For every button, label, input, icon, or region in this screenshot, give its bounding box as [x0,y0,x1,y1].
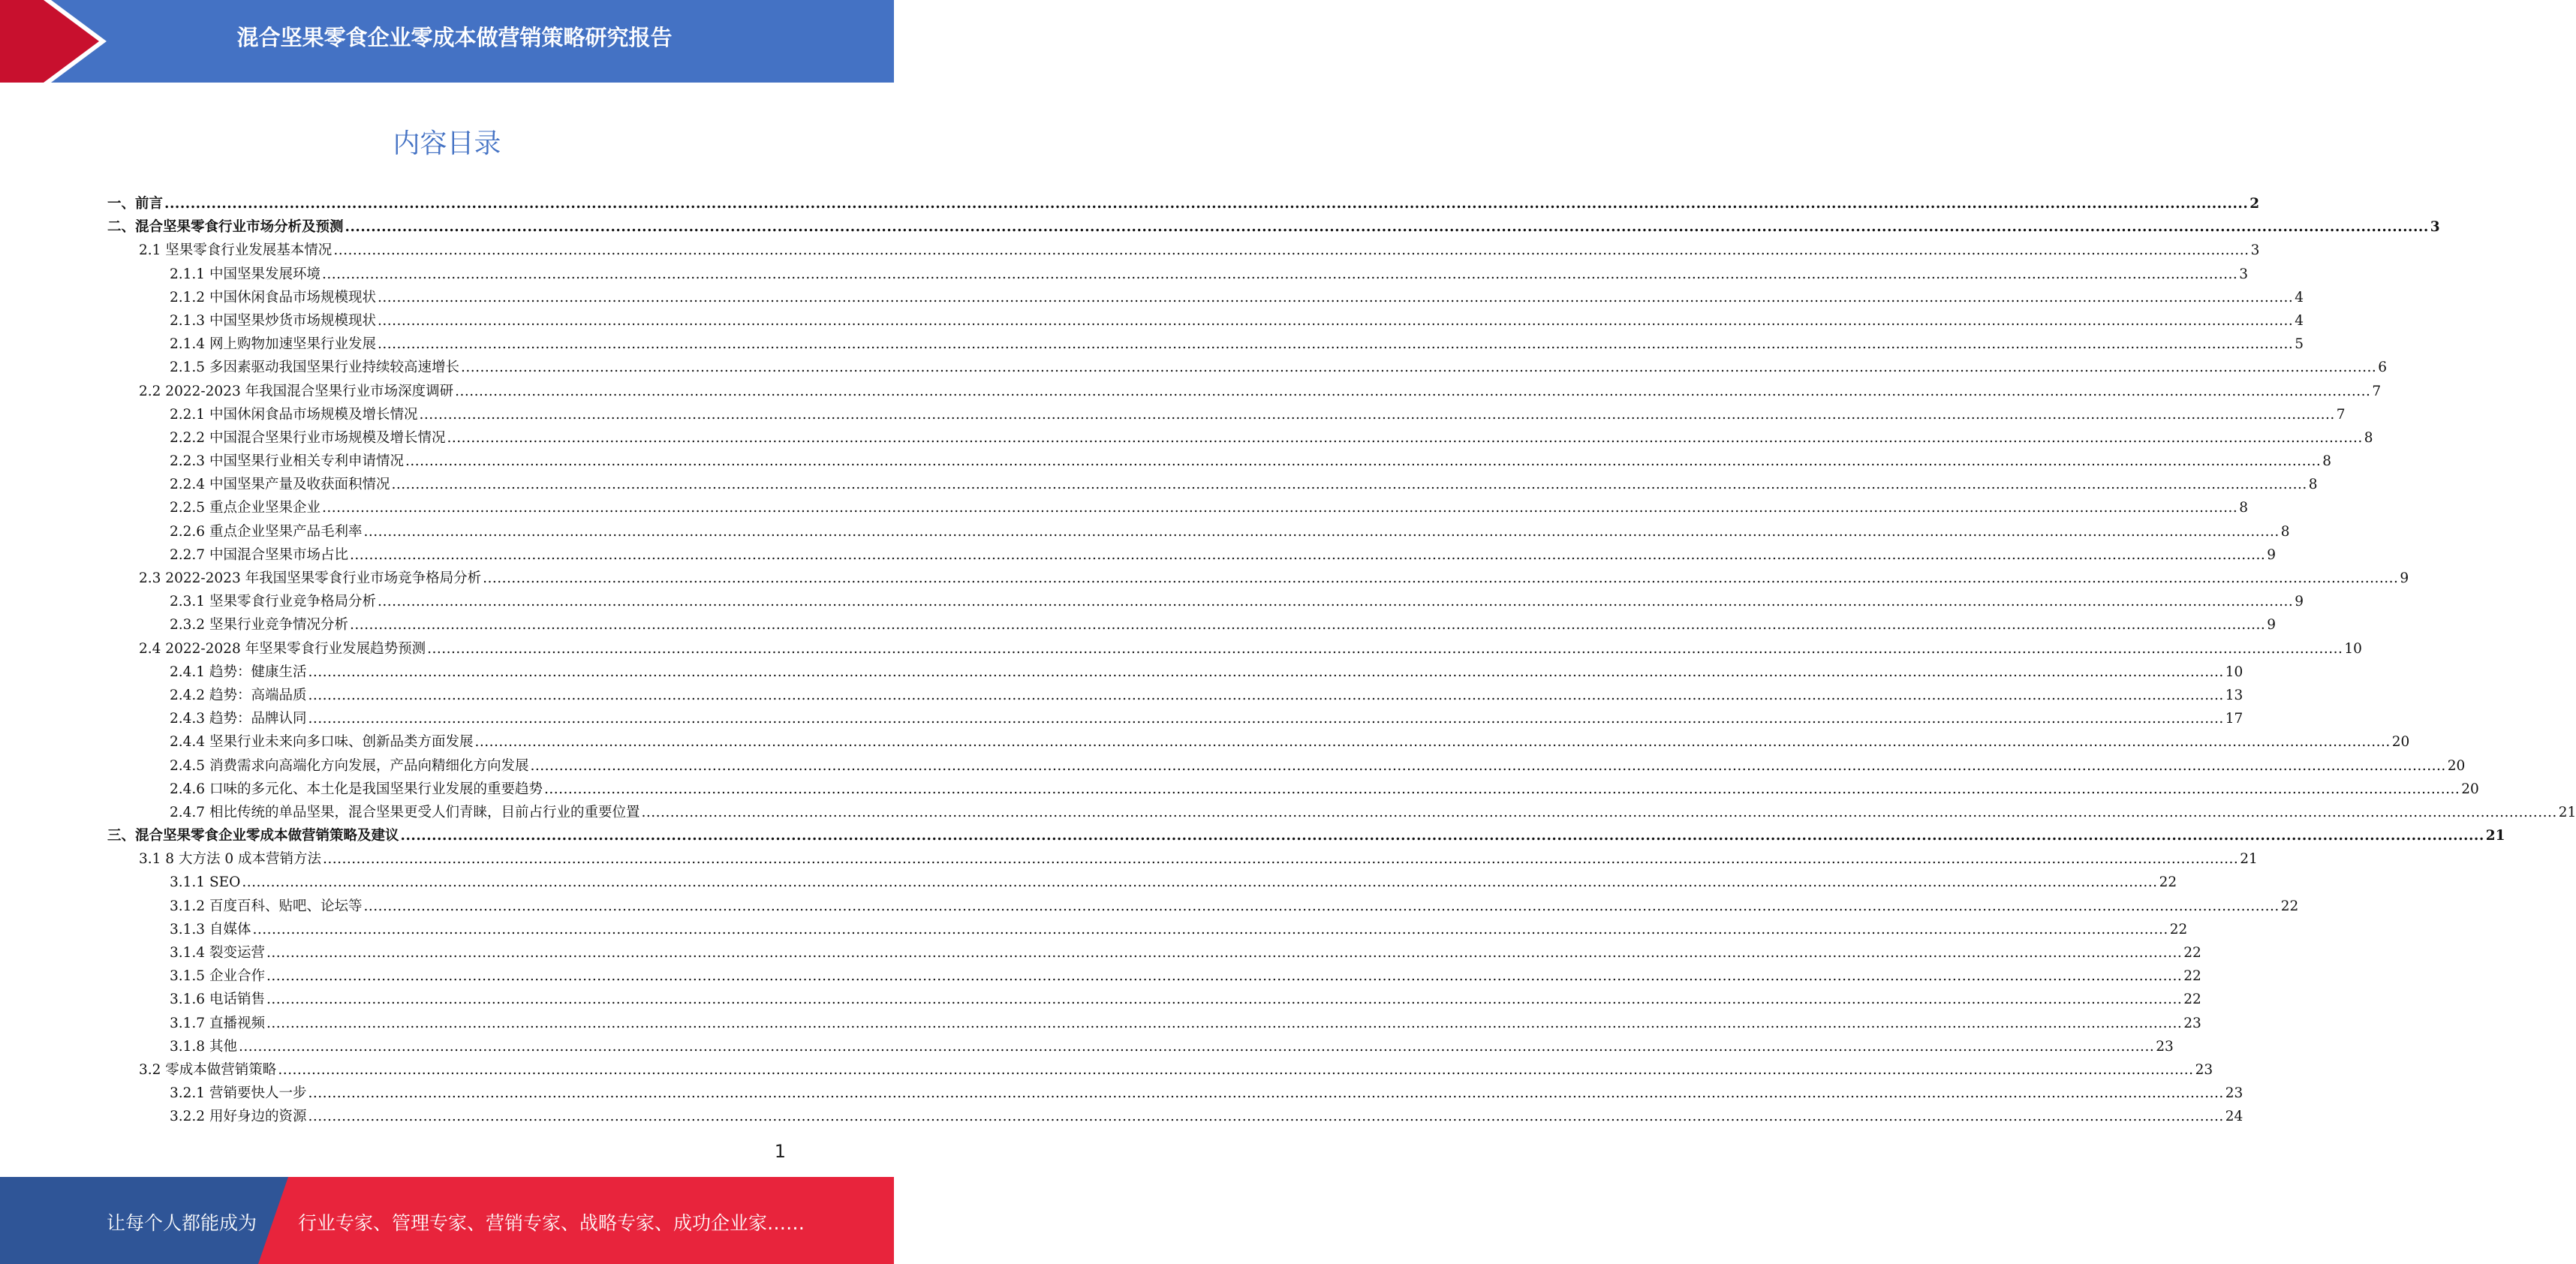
toc-entry[interactable] [107,637,2362,661]
toc-entry-page: 5 [2295,336,2304,353]
toc-entry-label: 3.1 8 大方法 0 成本营销方法 [139,851,321,868]
toc-entry[interactable] [107,309,2304,333]
toc-entry[interactable] [107,661,2243,684]
toc-entry[interactable] [107,567,2409,590]
toc-entry-page: 4 [2295,312,2304,329]
toc-entry-label: 2.4.5 消费需求向高端化方向发展，产品向精细化方向发展 [170,757,529,774]
toc-entry[interactable] [107,613,2276,637]
toc-entry[interactable] [107,1012,2201,1035]
toc-entry-page: 8 [2280,523,2290,540]
toc-entry[interactable] [107,918,2188,941]
toc-entry-label: 三、混合坚果零食企业零成本做营销策略及建议 [107,828,399,844]
toc-entry[interactable] [107,824,2505,847]
toc-entry[interactable] [107,426,2373,450]
toc-entry-page: 9 [2267,617,2276,634]
toc-dot-leader: ................................................................................................................................................................................................................................................................................................................................................................................................................ [308,711,2224,727]
toc-dot-leader: ................................................................................................................................................................................................................................................................................................................................................................................................................ [474,734,2391,751]
toc-entry-page: 10 [2225,664,2243,680]
toc-dot-leader: ................................................................................................................................................................................................................................................................................................................................................................................................................ [345,219,2429,236]
toc-entry-page: 22 [2183,992,2201,1008]
toc-entry[interactable] [107,215,2440,239]
toc-entry[interactable] [107,496,2248,519]
toc-entry-page: 20 [2447,757,2466,774]
toc-entry[interactable] [107,263,2248,286]
toc-entry-page: 3 [2430,219,2440,236]
toc-entry[interactable] [107,543,2276,567]
toc-entry[interactable] [107,965,2201,988]
page-number: 1 [774,1141,786,1162]
toc-entry[interactable] [107,520,2290,543]
toc-entry-page: 23 [2195,1061,2213,1078]
toc-entry-label: 3.1.5 企业合作 [170,968,265,985]
toc-entry[interactable] [107,1058,2213,1082]
toc-entry-label: 2.3 2022-2023 年我国坚果零食行业市场竞争格局分析 [139,570,482,586]
toc-entry-page: 8 [2364,429,2373,446]
toc-entry-page: 21 [2485,828,2505,844]
toc-entry-label: 2.2.5 重点企业坚果企业 [170,500,320,516]
toc-entry-page: 8 [2239,500,2248,516]
toc-entry-page: 4 [2295,289,2304,305]
toc-dot-leader: ................................................................................................................................................................................................................................................................................................................................................................................................................ [321,266,2238,282]
toc-dot-leader: ................................................................................................................................................................................................................................................................................................................................................................................................................ [427,640,2343,657]
toc-entry-label: 3.1.4 裂变运营 [170,945,265,961]
toc-entry-label: 2.3.2 坚果行业竞争情况分析 [170,617,348,634]
toc-entry[interactable] [107,1082,2243,1105]
toc-entry-label: 3.1.3 自媒体 [170,921,251,937]
toc-entry-page: 8 [2322,453,2331,470]
toc-dot-leader: ................................................................................................................................................................................................................................................................................................................................................................................................................ [530,757,2446,774]
footer-slogan-right: 行业专家、管理专家、营销专家、战略专家、成功企业家…… [298,1212,805,1234]
toc-entry[interactable] [107,286,2304,309]
footer-band [0,1177,894,1264]
toc-entry-page: 23 [2156,1038,2174,1055]
toc-entry[interactable] [107,590,2304,613]
toc-entry-label: 2.3.1 坚果零食行业竞争格局分析 [170,594,376,610]
toc-dot-leader: ................................................................................................................................................................................................................................................................................................................................................................................................................ [363,898,2280,914]
toc-dot-leader: ................................................................................................................................................................................................................................................................................................................................................................................................................ [321,500,2238,516]
toc-entry-label: 3.2.1 营销要快人一步 [170,1085,307,1102]
toc-entry[interactable] [107,1105,2243,1128]
toc-entry[interactable] [107,871,2177,894]
toc-entry-page: 21 [2240,851,2258,868]
toc-entry-page: 22 [2183,968,2201,985]
toc-dot-leader: ................................................................................................................................................................................................................................................................................................................................................................................................................ [333,242,2249,259]
toc-entry-page: 22 [2183,945,2201,961]
toc-entry[interactable] [107,380,2382,403]
toc-dot-leader: ................................................................................................................................................................................................................................................................................................................................................................................................................ [266,945,2183,961]
toc-entry[interactable] [107,730,2410,754]
toc-entry-label: 2.1.1 中国坚果发展环境 [170,266,320,282]
toc-entry-page: 22 [2159,874,2177,891]
toc-entry-label: 2.4.3 趋势：品牌认同 [170,711,307,727]
toc-entry-page: 7 [2336,406,2346,423]
toc-entry[interactable] [107,847,2258,871]
toc-dot-leader: ................................................................................................................................................................................................................................................................................................................................................................................................................ [377,312,2294,329]
toc-entry[interactable] [107,895,2299,918]
toc-entry-page: 3 [2239,266,2248,282]
toc-entry-label: 2.1.4 网上购物加速坚果行业发展 [170,336,376,353]
toc-entry-label: 2.2.1 中国休闲食品市场规模及增长情况 [170,406,418,423]
toc-dot-leader: ................................................................................................................................................................................................................................................................................................................................................................................................................ [266,1015,2183,1031]
toc-entry[interactable] [107,333,2304,356]
toc-entry-page: 10 [2344,640,2362,657]
toc-entry-label: 3.2 零成本做营销策略 [139,1061,277,1078]
toc-entry-label: 一、前言 [107,196,164,212]
toc-entry-page: 21 [2558,804,2576,820]
toc-entry-label: 2.4.7 相比传统的单品坚果，混合坚果更受人们青睐，目前占行业的重要位置 [170,804,640,820]
toc-entry-label: 2.1.3 中国坚果炒货市场规模现状 [170,312,376,329]
toc-dot-leader: ................................................................................................................................................................................................................................................................................................................................................................................................................ [400,828,2484,844]
toc-entry-label: 2.4.4 坚果行业未来向多口味、创新品类方面发展 [170,734,474,751]
toc-entry-page: 9 [2295,594,2304,610]
toc-dot-leader: ................................................................................................................................................................................................................................................................................................................................................................................................................ [238,1038,2155,1055]
toc-dot-leader: ................................................................................................................................................................................................................................................................................................................................................................................................................ [252,921,2168,937]
toc-entry-page: 24 [2225,1109,2243,1125]
toc-entry[interactable] [107,473,2318,496]
toc-dot-leader: ................................................................................................................................................................................................................................................................................................................................................................................................................ [543,781,2460,797]
toc-dot-leader: ................................................................................................................................................................................................................................................................................................................................................................................................................ [391,477,2307,493]
toc-dot-leader: ................................................................................................................................................................................................................................................................................................................................................................................................................ [164,196,2249,212]
toc-entry[interactable] [107,988,2201,1011]
toc-dot-leader: ................................................................................................................................................................................................................................................................................................................................................................................................................ [308,1109,2224,1125]
toc-entry-page: 23 [2183,1015,2201,1031]
toc-dot-leader: ................................................................................................................................................................................................................................................................................................................................................................................................................ [349,546,2266,563]
toc-dot-leader: ................................................................................................................................................................................................................................................................................................................................................................................................................ [455,383,2371,399]
toc-entry-page: 17 [2225,711,2243,727]
toc-entry-label: 2.2.2 中国混合坚果行业市场规模及增长情况 [170,429,446,446]
toc-entry[interactable] [107,1035,2174,1058]
toc-entry-label: 2.4.1 趋势：健康生活 [170,664,307,680]
toc-entry[interactable] [107,450,2331,473]
toc-entry[interactable] [107,754,2466,778]
toc-entry-page: 9 [2400,570,2409,586]
toc-entry[interactable] [107,684,2243,707]
toc-entry-label: 2.1.2 中国休闲食品市场规模现状 [170,289,376,305]
toc-entry-page: 20 [2461,781,2479,797]
toc-entry-label: 2.4.2 趋势：高端品质 [170,687,307,703]
toc-entry[interactable] [107,801,2576,824]
toc-heading: 内容目录 [393,128,501,159]
toc-entry-label: 3.1.2 百度百科、贴吧、论坛等 [170,898,363,914]
toc-dot-leader: ................................................................................................................................................................................................................................................................................................................................................................................................................ [242,874,2158,891]
toc-entry-label: 3.1.8 其他 [170,1038,237,1055]
toc-entry-page: 7 [2372,383,2382,399]
toc-entry-label: 3.1.6 电话销售 [170,992,265,1008]
toc-dot-leader: ................................................................................................................................................................................................................................................................................................................................................................................................................ [323,851,2239,868]
toc-entry-page: 22 [2169,921,2188,937]
toc-dot-leader: ................................................................................................................................................................................................................................................................................................................................................................................................................ [278,1061,2194,1078]
toc-dot-leader: ................................................................................................................................................................................................................................................................................................................................................................................................................ [641,804,2557,820]
toc-entry[interactable] [107,192,2260,215]
toc-dot-leader: ................................................................................................................................................................................................................................................................................................................................................................................................................ [349,617,2266,634]
toc-entry-page: 3 [2250,242,2260,259]
toc-dot-leader: ................................................................................................................................................................................................................................................................................................................................................................................................................ [419,406,2335,423]
toc-entry-label: 2.2 2022-2023 年我国混合坚果行业市场深度调研 [139,383,454,399]
toc-dot-leader: ................................................................................................................................................................................................................................................................................................................................................................................................................ [363,523,2280,540]
toc-dot-leader: ................................................................................................................................................................................................................................................................................................................................................................................................................ [377,336,2294,353]
toc-entry-page: 9 [2267,546,2276,563]
toc-dot-leader: ................................................................................................................................................................................................................................................................................................................................................................................................................ [460,360,2377,376]
toc-entry[interactable] [107,707,2243,730]
toc-entry-page: 8 [2308,477,2318,493]
toc-dot-leader: ................................................................................................................................................................................................................................................................................................................................................................................................................ [483,570,2399,586]
footer-slogan-left: 让每个人都能成为 [107,1212,257,1234]
toc-entry-label: 3.2.2 用好身边的资源 [170,1109,307,1125]
toc-entry-page: 23 [2225,1085,2243,1102]
toc-entry-page: 22 [2280,898,2299,914]
toc-entry-label: 3.1.7 直播视频 [170,1015,265,1031]
toc-dot-leader: ................................................................................................................................................................................................................................................................................................................................................................................................................ [308,1085,2224,1102]
toc-entry-label: 2.4.6 口味的多元化、本土化是我国坚果行业发展的重要趋势 [170,781,543,797]
toc-entry-label: 2.2.3 中国坚果行业相关专利申请情况 [170,453,404,470]
toc-entry-label: 2.2.6 重点企业坚果产品毛利率 [170,523,363,540]
header-band [0,0,894,83]
toc-entry-label: 2.4 2022-2028 年坚果零食行业发展趋势预测 [139,640,426,657]
toc-entry[interactable] [107,356,2387,379]
toc-entry-page: 6 [2378,360,2387,376]
toc-entry-label: 2.1.5 多因素驱动我国坚果行业持续较高速增长 [170,360,459,376]
toc-dot-leader: ................................................................................................................................................................................................................................................................................................................................................................................................................ [377,289,2294,305]
toc-entry-label: 二、混合坚果零食行业市场分析及预测 [107,219,344,236]
toc-entry[interactable] [107,941,2201,965]
report-title: 混合坚果零食企业零成本做营销策略研究报告 [236,25,673,50]
toc-dot-leader: ................................................................................................................................................................................................................................................................................................................................................................................................................ [405,453,2322,470]
toc-entry-page: 2 [2249,196,2260,212]
toc-entry-label: 2.2.4 中国坚果产量及收获面积情况 [170,477,390,493]
toc-entry[interactable] [107,239,2260,262]
toc-dot-leader: ................................................................................................................................................................................................................................................................................................................................................................................................................ [377,594,2294,610]
toc-entry-page: 20 [2391,734,2410,751]
toc-dot-leader: ................................................................................................................................................................................................................................................................................................................................................................................................................ [308,687,2224,703]
toc-entry-label: 2.2.7 中国混合坚果市场占比 [170,546,348,563]
toc-dot-leader: ................................................................................................................................................................................................................................................................................................................................................................................................................ [308,664,2224,680]
toc-entry-page: 13 [2225,687,2243,703]
toc-dot-leader: ................................................................................................................................................................................................................................................................................................................................................................................................................ [447,429,2363,446]
table-of-contents [107,192,2576,1129]
toc-entry[interactable] [107,778,2479,801]
toc-entry-label: 2.1 坚果零食行业发展基本情况 [139,242,333,259]
toc-dot-leader: ................................................................................................................................................................................................................................................................................................................................................................................................................ [266,992,2183,1008]
toc-entry[interactable] [107,403,2346,426]
toc-dot-leader: ................................................................................................................................................................................................................................................................................................................................................................................................................ [266,968,2183,985]
toc-entry-label: 3.1.1 SEO [170,874,241,891]
